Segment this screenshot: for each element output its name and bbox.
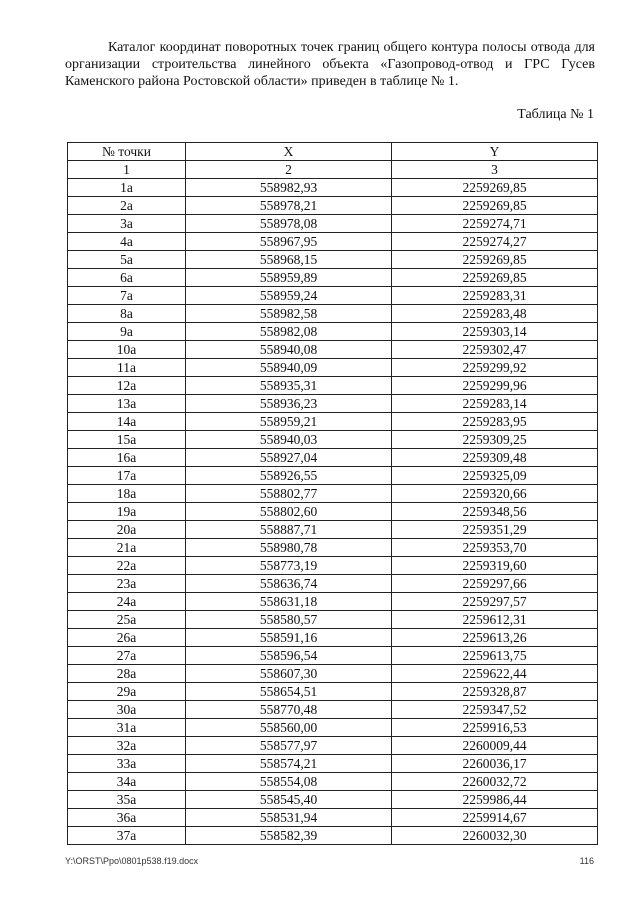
point-number-cell: 4а	[68, 233, 186, 251]
point-number-cell: 5а	[68, 251, 186, 269]
x-cell: 558978,08	[186, 215, 392, 233]
table-row	[68, 233, 598, 251]
y-cell: 2259319,60	[392, 557, 598, 575]
y-cell: 2259269,85	[392, 251, 598, 269]
y-cell: 2259303,14	[392, 323, 598, 341]
y-cell: 2259297,66	[392, 575, 598, 593]
point-number-cell: 11а	[68, 359, 186, 377]
y-cell: 2259283,31	[392, 287, 598, 305]
table-row	[68, 251, 598, 269]
y-cell: 2260032,72	[392, 773, 598, 791]
table-row	[68, 647, 598, 665]
y-cell: 2259622,44	[392, 665, 598, 683]
point-number-cell: 30а	[68, 701, 186, 719]
point-number-cell: 25а	[68, 611, 186, 629]
y-cell: 2259274,27	[392, 233, 598, 251]
y-cell: 2259986,44	[392, 791, 598, 809]
table-row	[68, 791, 598, 809]
x-cell: 558927,04	[186, 449, 392, 467]
x-cell: 558978,21	[186, 197, 392, 215]
x-cell: 558936,23	[186, 395, 392, 413]
x-cell: 558582,39	[186, 827, 392, 845]
table-row	[68, 269, 598, 287]
y-cell: 2259283,48	[392, 305, 598, 323]
y-cell: 2259320,66	[392, 485, 598, 503]
table-row	[68, 359, 598, 377]
y-cell: 2259348,56	[392, 503, 598, 521]
x-cell: 558770,48	[186, 701, 392, 719]
x-cell: 558636,74	[186, 575, 392, 593]
point-number-cell: 7а	[68, 287, 186, 305]
table-row	[68, 611, 598, 629]
x-cell: 558887,71	[186, 521, 392, 539]
x-cell: 558631,18	[186, 593, 392, 611]
point-number-cell: 28а	[68, 665, 186, 683]
x-cell: 558940,03	[186, 431, 392, 449]
numbering-cell-2: 2	[186, 161, 392, 179]
y-cell: 2259309,25	[392, 431, 598, 449]
point-number-cell: 21а	[68, 539, 186, 557]
coordinates-table	[67, 142, 598, 845]
table-row	[68, 503, 598, 521]
table-header-row	[68, 143, 598, 161]
y-cell: 2259613,26	[392, 629, 598, 647]
x-cell: 558545,40	[186, 791, 392, 809]
footer-page-number: 116	[579, 856, 594, 866]
point-number-cell: 22а	[68, 557, 186, 575]
x-cell: 558773,19	[186, 557, 392, 575]
point-number-cell: 15а	[68, 431, 186, 449]
header-x: X	[186, 143, 392, 161]
point-number-cell: 32а	[68, 737, 186, 755]
table-row	[68, 341, 598, 359]
point-number-cell: 31а	[68, 719, 186, 737]
y-cell: 2260032,30	[392, 827, 598, 845]
x-cell: 558926,55	[186, 467, 392, 485]
point-number-cell: 12а	[68, 377, 186, 395]
x-cell: 558959,89	[186, 269, 392, 287]
x-cell: 558982,58	[186, 305, 392, 323]
x-cell: 558577,97	[186, 737, 392, 755]
point-number-cell: 13а	[68, 395, 186, 413]
y-cell: 2260036,17	[392, 755, 598, 773]
numbering-cell-1: 1	[68, 161, 186, 179]
x-cell: 558574,21	[186, 755, 392, 773]
table-row	[68, 665, 598, 683]
y-cell: 2259269,85	[392, 197, 598, 215]
x-cell: 558531,94	[186, 809, 392, 827]
point-number-cell: 14а	[68, 413, 186, 431]
table-row	[68, 719, 598, 737]
table-row	[68, 467, 598, 485]
table-row	[68, 377, 598, 395]
x-cell: 558968,15	[186, 251, 392, 269]
footer-file-path: Y:\ORST\Ppo\0801p538.f19.docx	[65, 856, 199, 866]
x-cell: 558607,30	[186, 665, 392, 683]
point-number-cell: 10а	[68, 341, 186, 359]
table-row	[68, 737, 598, 755]
point-number-cell: 35а	[68, 791, 186, 809]
y-cell: 2259309,48	[392, 449, 598, 467]
intro-paragraph: Каталог координат поворотных точек границ общего контура полосы отвода для организации строительства линейного объекта «Газопровод-отвод и ГРС Гусев Каменского района Ростовской области» приведен в таблице № 1.	[65, 40, 595, 89]
y-cell: 2259916,53	[392, 719, 598, 737]
table-row	[68, 179, 598, 197]
table-row	[68, 215, 598, 233]
x-cell: 558935,31	[186, 377, 392, 395]
point-number-cell: 37а	[68, 827, 186, 845]
y-cell: 2260009,44	[392, 737, 598, 755]
table-row	[68, 701, 598, 719]
point-number-cell: 1а	[68, 179, 186, 197]
table-row	[68, 593, 598, 611]
table-row	[68, 521, 598, 539]
header-point-number: № точки	[68, 143, 186, 161]
table-row	[68, 575, 598, 593]
y-cell: 2259325,09	[392, 467, 598, 485]
table-row	[68, 449, 598, 467]
x-cell: 558982,08	[186, 323, 392, 341]
table-row	[68, 557, 598, 575]
point-number-cell: 23а	[68, 575, 186, 593]
point-number-cell: 29а	[68, 683, 186, 701]
y-cell: 2259302,47	[392, 341, 598, 359]
table-row	[68, 287, 598, 305]
y-cell: 2259347,52	[392, 701, 598, 719]
table-row	[68, 413, 598, 431]
y-cell: 2259351,29	[392, 521, 598, 539]
table-row	[68, 755, 598, 773]
table-caption: Таблица № 1	[517, 107, 594, 122]
point-number-cell: 24а	[68, 593, 186, 611]
x-cell: 558940,08	[186, 341, 392, 359]
table-row	[68, 323, 598, 341]
x-cell: 558982,93	[186, 179, 392, 197]
y-cell: 2259914,67	[392, 809, 598, 827]
table-row	[68, 539, 598, 557]
table-row	[68, 773, 598, 791]
x-cell: 558940,09	[186, 359, 392, 377]
y-cell: 2259274,71	[392, 215, 598, 233]
table-row	[68, 431, 598, 449]
x-cell: 558580,57	[186, 611, 392, 629]
point-number-cell: 20а	[68, 521, 186, 539]
y-cell: 2259283,95	[392, 413, 598, 431]
x-cell: 558554,08	[186, 773, 392, 791]
x-cell: 558967,95	[186, 233, 392, 251]
table-row	[68, 485, 598, 503]
point-number-cell: 16а	[68, 449, 186, 467]
point-number-cell: 2а	[68, 197, 186, 215]
point-number-cell: 33а	[68, 755, 186, 773]
x-cell: 558802,77	[186, 485, 392, 503]
y-cell: 2259299,92	[392, 359, 598, 377]
x-cell: 558980,78	[186, 539, 392, 557]
point-number-cell: 26а	[68, 629, 186, 647]
x-cell: 558959,21	[186, 413, 392, 431]
point-number-cell: 9а	[68, 323, 186, 341]
point-number-cell: 27а	[68, 647, 186, 665]
y-cell: 2259328,87	[392, 683, 598, 701]
table-body	[68, 179, 598, 845]
point-number-cell: 36а	[68, 809, 186, 827]
point-number-cell: 3а	[68, 215, 186, 233]
x-cell: 558959,24	[186, 287, 392, 305]
point-number-cell: 17а	[68, 467, 186, 485]
y-cell: 2259613,75	[392, 647, 598, 665]
table-row	[68, 629, 598, 647]
x-cell: 558654,51	[186, 683, 392, 701]
y-cell: 2259299,96	[392, 377, 598, 395]
table-numbering-row	[68, 161, 598, 179]
point-number-cell: 18а	[68, 485, 186, 503]
y-cell: 2259353,70	[392, 539, 598, 557]
y-cell: 2259283,14	[392, 395, 598, 413]
numbering-cell-3: 3	[392, 161, 598, 179]
table-row	[68, 305, 598, 323]
y-cell: 2259297,57	[392, 593, 598, 611]
x-cell: 558560,00	[186, 719, 392, 737]
table-row	[68, 197, 598, 215]
x-cell: 558591,16	[186, 629, 392, 647]
table-row	[68, 683, 598, 701]
table-row	[68, 395, 598, 413]
point-number-cell: 34а	[68, 773, 186, 791]
y-cell: 2259269,85	[392, 179, 598, 197]
y-cell: 2259269,85	[392, 269, 598, 287]
x-cell: 558802,60	[186, 503, 392, 521]
point-number-cell: 8а	[68, 305, 186, 323]
point-number-cell: 6а	[68, 269, 186, 287]
point-number-cell: 19а	[68, 503, 186, 521]
header-y: Y	[392, 143, 598, 161]
x-cell: 558596,54	[186, 647, 392, 665]
table-row	[68, 809, 598, 827]
table-row	[68, 827, 598, 845]
y-cell: 2259612,31	[392, 611, 598, 629]
